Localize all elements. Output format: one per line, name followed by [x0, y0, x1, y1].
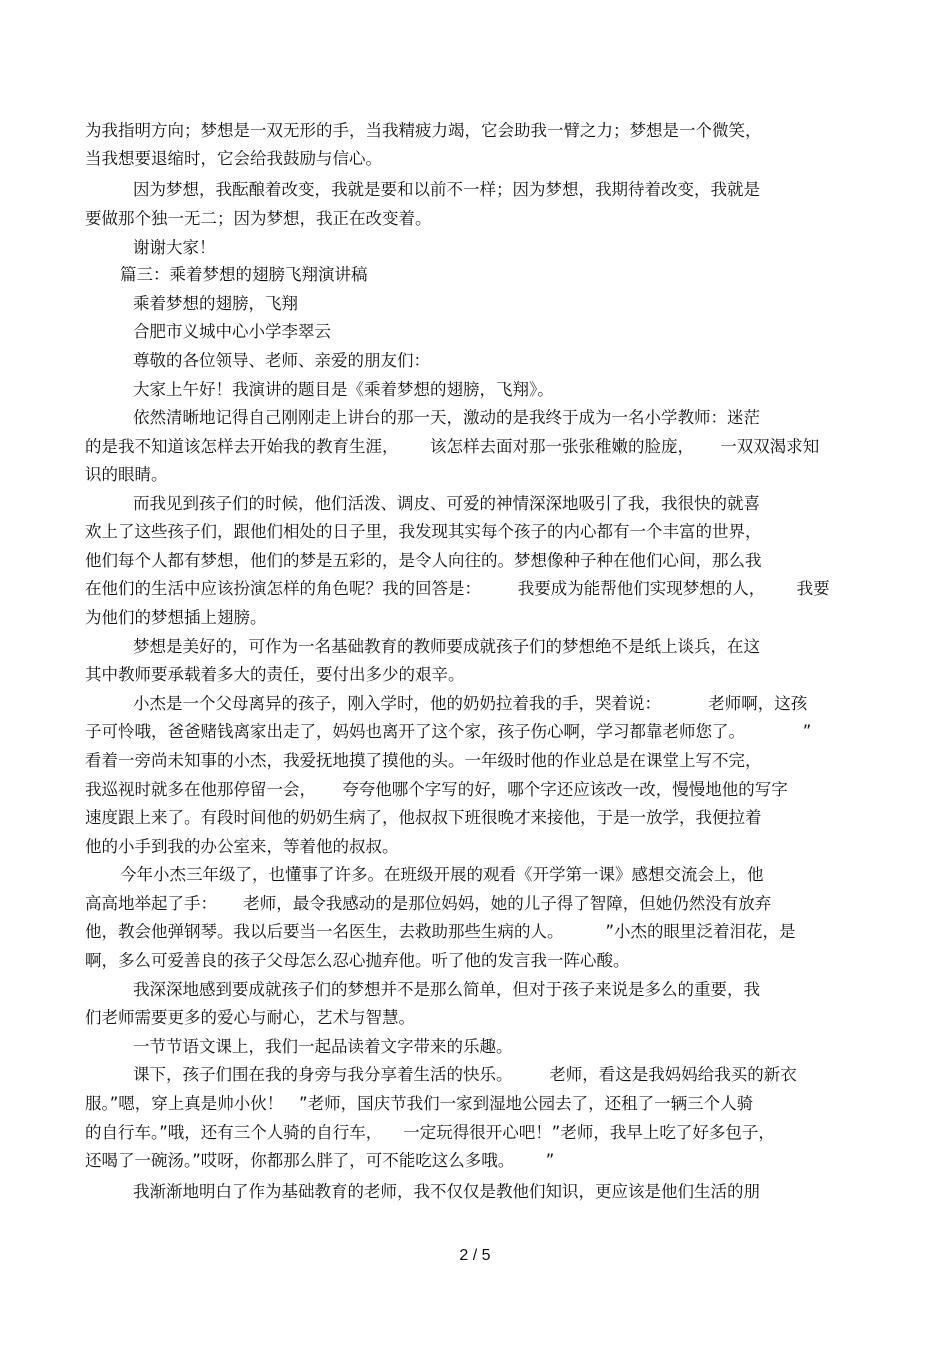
body-line: 的自行车。”哦，还有三个人骑的自行车， 一定玩得很开心吧！”老师，我早上吃了好多包子， — [85, 1123, 775, 1142]
body-line: 小杰是一个父母离异的孩子，刚入学时，他的奶奶拉着我的手，哭着说： 老师啊，这孩 — [133, 694, 808, 713]
body-line: 今年小杰三年级了，也懂事了许多。在班级开展的观看《开学第一课》感想交流会上，他 — [120, 865, 764, 884]
body-line: 因为梦想，我酝酿着改变，我就是要和以前不一样；因为梦想，我期待着改变，我就是 — [133, 180, 760, 199]
body-line: 服。”嗯，穿上真是帅小伙！ ”老师，国庆节我们一家到湿地公园去了，还租了一辆三个人骑 — [85, 1094, 754, 1113]
body-line: 当我想要退缩时，它会给我鼓励与信心。 — [85, 149, 382, 168]
author-line: 合肥市义城中心小学李翠云 — [133, 322, 331, 341]
body-line: 梦想是美好的，可作为一名基础教育的教师要成就孩子们的梦想绝不是纸上谈兵，在这 — [133, 637, 760, 656]
section-heading: 篇三：乘着梦想的翅膀飞翔演讲稿 — [120, 265, 368, 284]
body-line: 在他们的生活中应该扮演怎样的角色呢？我的回答是： 我要成为能帮他们实现梦想的人， 我要 — [85, 579, 830, 598]
body-line: 课下，孩子们围在我的身旁与我分享着生活的快乐。 老师，看这是我妈妈给我买的新衣 — [133, 1065, 797, 1084]
body-line: 欢上了这些孩子们，跟他们相处的日子里，我发现其实每个孩子的内心都有一个丰富的世界， — [85, 522, 762, 541]
body-line: 依然清晰地记得自己刚刚走上讲台的那一天，激动的是我终于成为一名小学教师：迷茫 — [133, 408, 760, 427]
closing-line: 谢谢大家！ — [133, 238, 216, 257]
body-line: 为我指明方向；梦想是一双无形的手，当我精疲力竭，它会助我一臂之力；梦想是一个微笑， — [85, 121, 762, 140]
body-line: 他的小手到我的办公室来，等着他的叔叔。 — [85, 837, 399, 856]
body-line: 我巡视时就多在他那停留一会， 夸夸他哪个字写的好，哪个字还应该改一改，慢慢地他的写字 — [85, 780, 788, 799]
body-line: 为他们的梦想插上翅膀。 — [85, 608, 267, 627]
body-line: 而我见到孩子们的时候，他们活泼、调皮、可爱的神情深深地吸引了我，我很快的就喜 — [133, 494, 760, 513]
body-line: 大家上午好！我演讲的题目是《乘着梦想的翅膀，飞翔》。 — [133, 380, 554, 399]
body-line: 还喝了一碗汤。”哎呀，你都那么胖了，可不能吃这么多哦。 ” — [85, 1151, 555, 1170]
body-line: 他，教会他弹钢琴。我以后要当一名医生，去救助那些生病的人。 ”小杰的眼里泛着泪花，是 — [85, 922, 796, 941]
body-line: 一节节语文课上，我们一起品读着文字带来的乐趣。 — [133, 1037, 513, 1056]
body-line: 们老师需要更多的爱心与耐心，艺术与智慧。 — [85, 1008, 415, 1027]
body-line: 我深深地感到要成就孩子们的梦想并不是那么简单，但对于孩子来说是多么的重要，我 — [133, 980, 760, 999]
body-line: 识的眼睛。 — [85, 465, 168, 484]
body-line: 他们每个人都有梦想，他们的梦是五彩的，是令人向往的。梦想像种子种在他们心间，那么我 — [85, 551, 762, 570]
body-line: 高高地举起了手： 老师，最令我感动的是那位妈妈，她的儿子得了智障，但她仍然没有放弃 — [85, 894, 772, 913]
body-line: 要做那个独一无二；因为梦想，我正在改变着。 — [85, 209, 432, 228]
body-line: 看着一旁尚未知事的小杰，我爱抚地摸了摸他的头。一年级时他的作业总是在课堂上写不完， — [85, 751, 762, 770]
body-line: 的是我不知道该怎样去开始我的教育生涯， 该怎样去面对那一张张稚嫩的脸庞， 一双双渴求知 — [85, 437, 820, 456]
page-number: 2 / 5 — [459, 1247, 491, 1264]
body-line: 我渐渐地明白了作为基础教育的老师，我不仅仅是教他们知识，更应该是他们生活的朋 — [133, 1182, 760, 1201]
body-line: 啊，多么可爱善良的孩子父母怎么忍心抛弃他。听了他的发言我一阵心酸。 — [85, 951, 630, 970]
speech-title: 乘着梦想的翅膀，飞翔 — [133, 294, 298, 313]
body-line: 其中教师要承载着多大的责任，要付出多少的艰辛。 — [85, 665, 465, 684]
body-line: 速度跟上来了。有段时间他的奶奶生病了，他叔叔下班很晚才来接他，于是一放学，我便拉着 — [85, 808, 762, 827]
body-line: 子可怜哦，爸爸赌钱离家出走了，妈妈也离开了这个家，孩子伤心啊，学习都靠老师您了。 ” — [85, 722, 812, 741]
salutation-line: 尊敬的各位领导、老师、亲爱的朋友们： — [133, 351, 430, 370]
